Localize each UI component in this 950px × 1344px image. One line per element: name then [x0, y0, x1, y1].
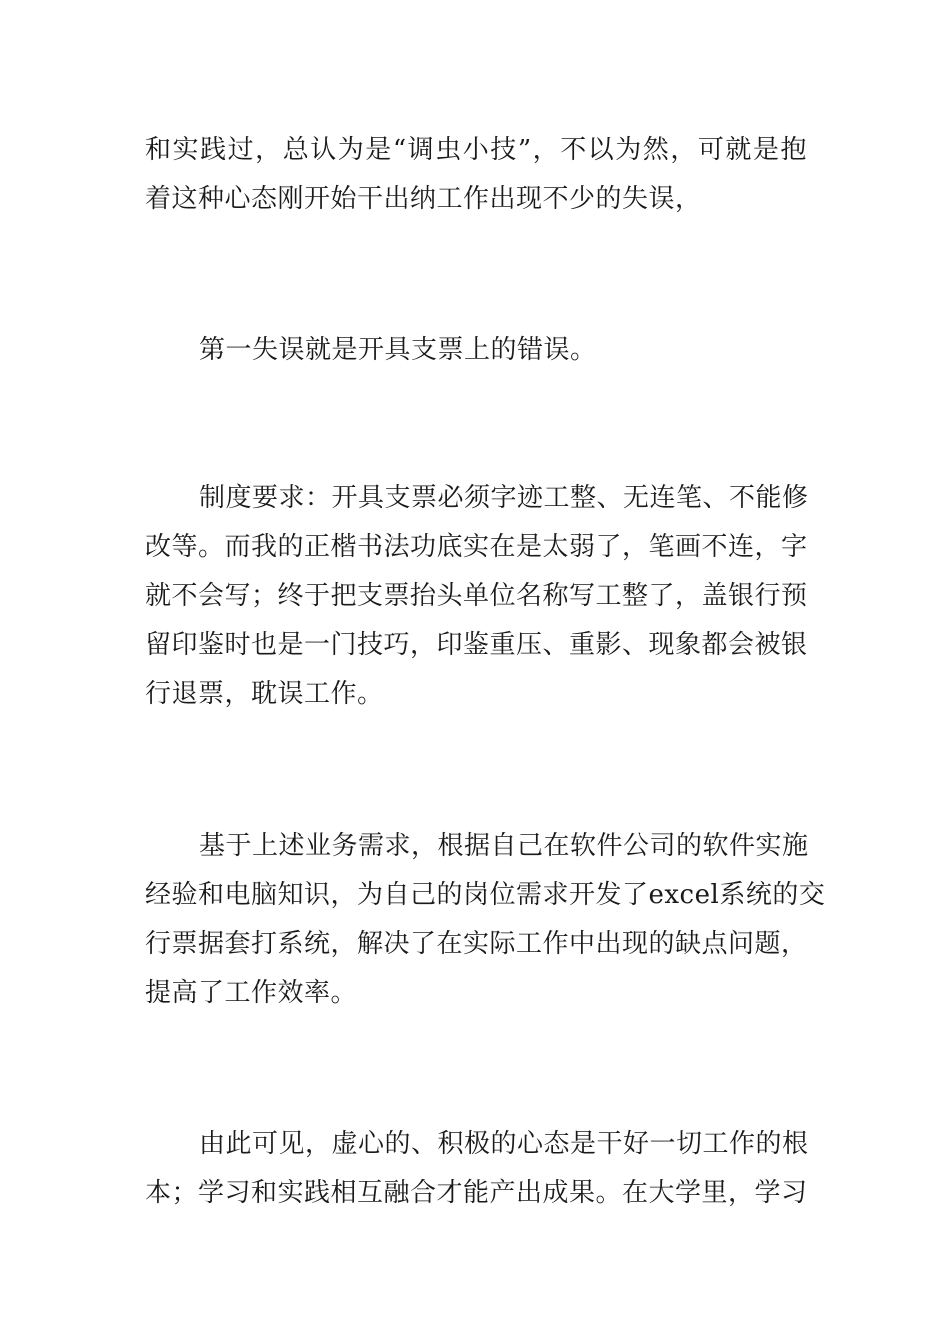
text-line: 就不会写；终于把支票抬头单位名称写工整了，盖银行预 [145, 581, 808, 611]
text-line: 由此可见，虚心的、积极的心态是干好一切工作的根 [199, 1129, 809, 1159]
text-line: 留印鉴时也是一门技巧，印鉴重压、重影、现象都会被银 [145, 630, 808, 660]
text-line: 行退票，耽误工作。 [145, 679, 384, 709]
text-line: 提高了工作效率。 [145, 978, 358, 1008]
text-line: 经验和电脑知识，为自己的岗位需求开发了excel系统的交 [145, 880, 826, 910]
paragraph-continuation [145, 126, 807, 224]
text-line: 第一失误就是开具支票上的错误。 [199, 335, 597, 365]
text-line: 改等。而我的正楷书法功底实在是太弱了，笔画不连，字 [145, 532, 808, 562]
paragraph-conclusion [145, 1120, 807, 1218]
text-line: 本；学习和实践相互融合才能产出成果。在大学里，学习 [145, 1178, 808, 1208]
text-line: 行票据套打系统，解决了在实际工作中出现的缺点问题， [145, 929, 808, 959]
text-line: 基于上述业务需求，根据自己在软件公司的软件实施 [199, 831, 809, 861]
paragraph-first-mistake [145, 326, 807, 375]
paragraph-business-needs [145, 822, 826, 1018]
text-line: 制度要求：开具支票必须字迹工整、无连笔、不能修 [199, 483, 809, 513]
text-line: 着这种心态刚开始干出纳工作出现不少的失误， [145, 184, 702, 214]
paragraph-system-requirements [145, 474, 807, 719]
text-line: 和实践过，总认为是“调虫小技”，不以为然，可就是抱 [145, 135, 807, 165]
